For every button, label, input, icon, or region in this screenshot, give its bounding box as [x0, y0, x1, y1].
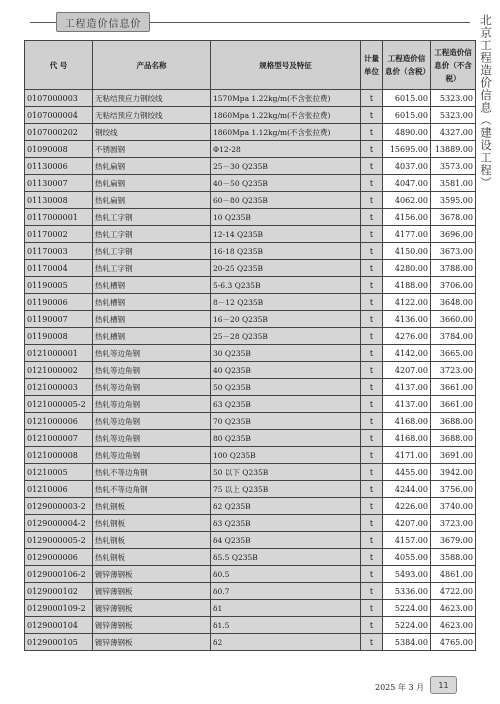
cell-price-tax: 4244.00	[383, 481, 431, 498]
cell-price-tax: 4137.00	[383, 396, 431, 413]
cell-code: 0121000006	[25, 413, 93, 430]
cell-unit: t	[361, 175, 383, 192]
cell-unit: t	[361, 634, 383, 651]
cell-price-notax: 3679.00	[431, 532, 476, 549]
cell-price-notax: 3706.00	[431, 277, 476, 294]
table-row	[25, 141, 476, 158]
cell-code: 0107000003	[25, 90, 93, 107]
header-tab-label: 工程造价信息价	[56, 12, 150, 32]
cell-product-name: 热轧钢板	[93, 515, 211, 532]
cell-unit: t	[361, 447, 383, 464]
cell-code: 01130006	[25, 158, 93, 175]
cell-price-tax: 4037.00	[383, 158, 431, 175]
cell-price-notax: 5323.00	[431, 90, 476, 107]
cell-code: 0129000109-2	[25, 600, 93, 617]
cell-price-tax: 4188.00	[383, 277, 431, 294]
cell-price-tax: 4137.00	[383, 379, 431, 396]
cell-product-name: 热轧不等边角钢	[93, 464, 211, 481]
cell-price-notax: 3588.00	[431, 549, 476, 566]
cell-unit: t	[361, 141, 383, 158]
cell-spec: 75 以上 Q235B	[211, 481, 361, 498]
cell-price-tax: 4168.00	[383, 413, 431, 430]
cell-price-notax: 5323.00	[431, 107, 476, 124]
cell-code: 0129000105	[25, 634, 93, 651]
cell-price-tax: 6015.00	[383, 90, 431, 107]
cell-price-notax: 3756.00	[431, 481, 476, 498]
cell-unit: t	[361, 345, 383, 362]
cell-price-notax: 3661.00	[431, 379, 476, 396]
table-row	[25, 447, 476, 464]
cell-spec: 1860Mpa 1.12kg/m(不含张拉费)	[211, 124, 361, 141]
column-header-name: 产品名称	[93, 41, 211, 90]
cell-price-tax: 5336.00	[383, 583, 431, 600]
cell-code: 0129000005-2	[25, 532, 93, 549]
table-row	[25, 379, 476, 396]
cell-product-name: 热轧等边角钢	[93, 413, 211, 430]
cell-price-notax: 4722.00	[431, 583, 476, 600]
cell-code: 0107000202	[25, 124, 93, 141]
cell-price-notax: 4623.00	[431, 600, 476, 617]
cell-price-notax: 3691.00	[431, 447, 476, 464]
cell-unit: t	[361, 430, 383, 447]
cell-code: 01170003	[25, 243, 93, 260]
side-title: 北京工程造价信息（建设工程）	[479, 14, 493, 189]
table-row	[25, 277, 476, 294]
column-header-unit: 计量单位	[361, 41, 383, 90]
cell-price-tax: 5384.00	[383, 634, 431, 651]
cell-unit: t	[361, 243, 383, 260]
cell-product-name: 热轧等边角钢	[93, 362, 211, 379]
cell-product-name: 热轧扁钢	[93, 192, 211, 209]
cell-code: 01190005	[25, 277, 93, 294]
cell-product-name: 热轧槽钢	[93, 294, 211, 311]
cell-spec: δ1.5	[211, 617, 361, 634]
cell-product-name: 热轧不等边角钢	[93, 481, 211, 498]
cell-code: 0121000002	[25, 362, 93, 379]
cell-code: 01190006	[25, 294, 93, 311]
cell-price-tax: 4168.00	[383, 430, 431, 447]
cell-code: 01130008	[25, 192, 93, 209]
cell-price-notax: 3696.00	[431, 226, 476, 243]
table-row	[25, 430, 476, 447]
cell-code: 0121000005-2	[25, 396, 93, 413]
cell-unit: t	[361, 549, 383, 566]
cell-price-notax: 3688.00	[431, 413, 476, 430]
cell-product-name: 镀锌薄钢板	[93, 600, 211, 617]
cell-price-notax: 3740.00	[431, 498, 476, 515]
table-row	[25, 124, 476, 141]
table-row	[25, 209, 476, 226]
cell-code: 01130007	[25, 175, 93, 192]
table-row	[25, 243, 476, 260]
cell-product-name: 热轧工字钢	[93, 209, 211, 226]
cell-code: 0129000003-2	[25, 498, 93, 515]
cell-code: 0129000006	[25, 549, 93, 566]
cell-unit: t	[361, 566, 383, 583]
cell-code: 0121000007	[25, 430, 93, 447]
table-row	[25, 515, 476, 532]
cell-product-name: 无粘结预应力钢绞线	[93, 90, 211, 107]
cell-product-name: 热轧工字钢	[93, 260, 211, 277]
cell-price-tax: 4055.00	[383, 549, 431, 566]
cell-unit: t	[361, 311, 383, 328]
cell-code: 0121000003	[25, 379, 93, 396]
cell-product-name: 热轧钢板	[93, 549, 211, 566]
cell-spec: 1570Mpa 1.22kg/m(不含张拉费)	[211, 90, 361, 107]
cell-product-name: 热轧工字钢	[93, 226, 211, 243]
column-header-spec: 规格型号及特征	[211, 41, 361, 90]
cell-price-notax: 3673.00	[431, 243, 476, 260]
cell-code: 0107000004	[25, 107, 93, 124]
cell-price-tax: 4047.00	[383, 175, 431, 192]
cell-spec: 12-14 Q235B	[211, 226, 361, 243]
cell-price-tax: 5493.00	[383, 566, 431, 583]
cell-price-tax: 4280.00	[383, 260, 431, 277]
cell-code: 0121000008	[25, 447, 93, 464]
cell-product-name: 热轧等边角钢	[93, 447, 211, 464]
cell-spec: 50 Q235B	[211, 379, 361, 396]
cell-unit: t	[361, 464, 383, 481]
cell-code: 01210005	[25, 464, 93, 481]
cell-price-tax: 4150.00	[383, 243, 431, 260]
cell-price-tax: 4207.00	[383, 515, 431, 532]
table-row	[25, 294, 476, 311]
cell-price-notax: 4623.00	[431, 617, 476, 634]
cell-code: 0117000001	[25, 209, 93, 226]
cell-code: 0129000104	[25, 617, 93, 634]
column-header-code: 代 号	[25, 41, 93, 90]
cell-price-tax: 4171.00	[383, 447, 431, 464]
cell-product-name: 镀锌薄钢板	[93, 634, 211, 651]
cell-spec: 40－50 Q235B	[211, 175, 361, 192]
cell-product-name: 热轧槽钢	[93, 311, 211, 328]
cell-price-notax: 3595.00	[431, 192, 476, 209]
cell-unit: t	[361, 481, 383, 498]
cell-price-tax: 6015.00	[383, 107, 431, 124]
table-body	[25, 90, 476, 651]
table-row	[25, 192, 476, 209]
cell-price-notax: 3688.00	[431, 430, 476, 447]
cell-product-name: 热轧扁钢	[93, 158, 211, 175]
cell-price-notax: 3678.00	[431, 209, 476, 226]
cell-price-tax: 4177.00	[383, 226, 431, 243]
cell-spec: 25－30 Q235B	[211, 158, 361, 175]
cell-price-tax: 4122.00	[383, 294, 431, 311]
cell-spec: δ5.5 Q235B	[211, 549, 361, 566]
cell-price-tax: 5224.00	[383, 600, 431, 617]
cell-code: 01210006	[25, 481, 93, 498]
cell-price-notax: 4765.00	[431, 634, 476, 651]
cell-price-notax: 4861.00	[431, 566, 476, 583]
cell-spec: δ3 Q235B	[211, 515, 361, 532]
cell-price-notax: 3581.00	[431, 175, 476, 192]
cell-spec: 16－20 Q235B	[211, 311, 361, 328]
table-row	[25, 600, 476, 617]
table-row	[25, 175, 476, 192]
cell-unit: t	[361, 328, 383, 345]
cell-spec: δ0.5	[211, 566, 361, 583]
table-row	[25, 396, 476, 413]
cell-unit: t	[361, 209, 383, 226]
cell-spec: 10 Q235B	[211, 209, 361, 226]
column-header-price-tax: 工程造价信息价（含税）	[383, 41, 431, 90]
cell-price-notax: 3648.00	[431, 294, 476, 311]
table-row	[25, 345, 476, 362]
cell-product-name: 钢绞线	[93, 124, 211, 141]
cell-price-notax: 3665.00	[431, 345, 476, 362]
cell-price-notax: 3660.00	[431, 311, 476, 328]
cell-product-name: 热轧等边角钢	[93, 396, 211, 413]
cell-spec: δ2	[211, 634, 361, 651]
cell-code: 01190007	[25, 311, 93, 328]
cell-code: 01170004	[25, 260, 93, 277]
cell-price-notax: 13889.00	[431, 141, 476, 158]
cell-spec: 70 Q235B	[211, 413, 361, 430]
cell-spec: 20-25 Q235B	[211, 260, 361, 277]
cell-unit: t	[361, 379, 383, 396]
table-row	[25, 617, 476, 634]
table-row	[25, 158, 476, 175]
table-row	[25, 311, 476, 328]
cell-unit: t	[361, 260, 383, 277]
cell-product-name: 热轧槽钢	[93, 277, 211, 294]
cell-price-tax: 4062.00	[383, 192, 431, 209]
cell-unit: t	[361, 583, 383, 600]
table-row	[25, 107, 476, 124]
table-row	[25, 260, 476, 277]
cell-unit: t	[361, 90, 383, 107]
table-row	[25, 464, 476, 481]
cell-code: 0129000004-2	[25, 515, 93, 532]
cell-price-notax: 3723.00	[431, 515, 476, 532]
cell-price-notax: 3784.00	[431, 328, 476, 345]
cell-spec: 100 Q235B	[211, 447, 361, 464]
cell-product-name: 热轧等边角钢	[93, 430, 211, 447]
cell-spec: 8－12 Q235B	[211, 294, 361, 311]
cell-price-tax: 4136.00	[383, 311, 431, 328]
cell-product-name: 热轧等边角钢	[93, 379, 211, 396]
cell-code: 0121000001	[25, 345, 93, 362]
cell-unit: t	[361, 617, 383, 634]
cell-code: 0129000102	[25, 583, 93, 600]
cell-product-name: 无粘结预应力钢绞线	[93, 107, 211, 124]
cell-price-notax: 3661.00	[431, 396, 476, 413]
cell-unit: t	[361, 192, 383, 209]
cell-spec: 1860Mpa 1.22kg/m(不含张拉费)	[211, 107, 361, 124]
table-row	[25, 634, 476, 651]
cell-spec: 63 Q235B	[211, 396, 361, 413]
table-row	[25, 226, 476, 243]
cell-spec: 5-6.3 Q235B	[211, 277, 361, 294]
cell-spec: 50 以下 Q235B	[211, 464, 361, 481]
cell-product-name: 不锈圆钢	[93, 141, 211, 158]
cell-price-notax: 3723.00	[431, 362, 476, 379]
table-row	[25, 328, 476, 345]
table-row	[25, 413, 476, 430]
cell-unit: t	[361, 362, 383, 379]
cell-unit: t	[361, 158, 383, 175]
table-row	[25, 549, 476, 566]
cell-spec: δ2 Q235B	[211, 498, 361, 515]
cell-spec: 30 Q235B	[211, 345, 361, 362]
cell-price-tax: 4142.00	[383, 345, 431, 362]
cell-product-name: 热轧扁钢	[93, 175, 211, 192]
table-row	[25, 362, 476, 379]
cell-price-tax: 4455.00	[383, 464, 431, 481]
cell-spec: 60－80 Q235B	[211, 192, 361, 209]
cell-code: 01190008	[25, 328, 93, 345]
cell-price-tax: 4156.00	[383, 209, 431, 226]
column-header-price-notax: 工程造价信息价（不含税）	[431, 41, 476, 90]
table-row	[25, 583, 476, 600]
cell-unit: t	[361, 532, 383, 549]
cell-price-tax: 4207.00	[383, 362, 431, 379]
cell-price-notax: 3788.00	[431, 260, 476, 277]
cell-spec: δ4 Q235B	[211, 532, 361, 549]
price-table-container	[24, 40, 475, 660]
price-table	[24, 40, 476, 651]
cell-product-name: 镀锌薄钢板	[93, 583, 211, 600]
cell-unit: t	[361, 600, 383, 617]
cell-spec: δ0.7	[211, 583, 361, 600]
cell-spec: δ1	[211, 600, 361, 617]
table-row	[25, 481, 476, 498]
cell-product-name: 镀锌薄钢板	[93, 617, 211, 634]
table-row	[25, 532, 476, 549]
cell-code: 01170002	[25, 226, 93, 243]
cell-price-tax: 4157.00	[383, 532, 431, 549]
cell-price-notax: 3573.00	[431, 158, 476, 175]
cell-unit: t	[361, 498, 383, 515]
cell-spec: 25－28 Q235B	[211, 328, 361, 345]
table-row	[25, 498, 476, 515]
cell-code: 0129000106-2	[25, 566, 93, 583]
cell-unit: t	[361, 396, 383, 413]
cell-price-tax: 15695.00	[383, 141, 431, 158]
cell-unit: t	[361, 515, 383, 532]
cell-price-notax: 4327.00	[431, 124, 476, 141]
cell-price-tax: 5224.00	[383, 617, 431, 634]
cell-spec: 40 Q235B	[211, 362, 361, 379]
cell-unit: t	[361, 413, 383, 430]
table-row	[25, 90, 476, 107]
page-number-badge: 11	[430, 676, 457, 694]
cell-unit: t	[361, 226, 383, 243]
cell-price-notax: 3942.00	[431, 464, 476, 481]
cell-spec: Φ12-28	[211, 141, 361, 158]
cell-product-name: 镀锌薄钢板	[93, 566, 211, 583]
issue-date: 2025 年 3 月	[375, 683, 425, 692]
cell-unit: t	[361, 277, 383, 294]
cell-code: 01090008	[25, 141, 93, 158]
cell-product-name: 热轧工字钢	[93, 243, 211, 260]
cell-product-name: 热轧等边角钢	[93, 345, 211, 362]
table-header-row	[25, 41, 476, 90]
cell-spec: 80 Q235B	[211, 430, 361, 447]
cell-product-name: 热轧钢板	[93, 498, 211, 515]
cell-price-tax: 4226.00	[383, 498, 431, 515]
cell-price-tax: 4890.00	[383, 124, 431, 141]
cell-product-name: 热轧钢板	[93, 532, 211, 549]
cell-spec: 16-18 Q235B	[211, 243, 361, 260]
cell-price-tax: 4276.00	[383, 328, 431, 345]
cell-unit: t	[361, 124, 383, 141]
cell-product-name: 热轧槽钢	[93, 328, 211, 345]
cell-unit: t	[361, 107, 383, 124]
table-row	[25, 566, 476, 583]
cell-unit: t	[361, 294, 383, 311]
